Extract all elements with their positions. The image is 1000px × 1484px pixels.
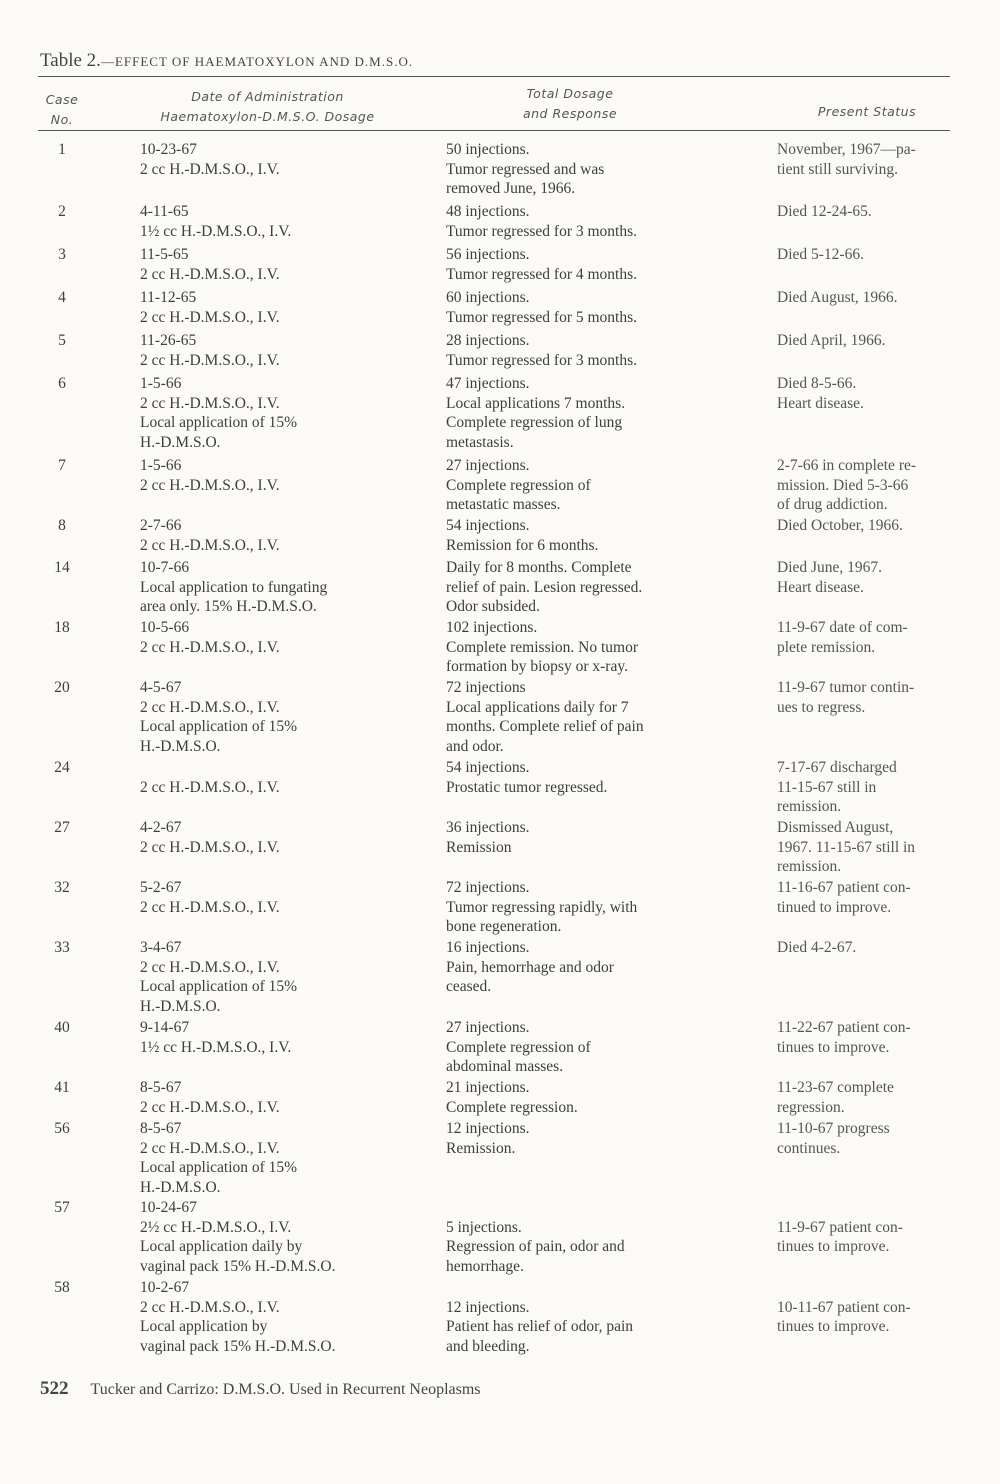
date-dosage-cell-line: 2½ cc H.-D.M.S.O., I.V. xyxy=(140,1218,292,1236)
dosage-response-cell xyxy=(446,938,756,997)
case-number xyxy=(30,516,94,536)
dosage-response-cell-line: Tumor regressed for 3 months. xyxy=(446,222,638,240)
dosage-response-cell-line: Patient has relief of odor, pain xyxy=(446,1318,634,1335)
present-status-cell-line: 11-9-67 date of com- xyxy=(777,619,908,636)
case-number-line: 41 xyxy=(54,1079,70,1096)
case-number xyxy=(30,456,94,476)
case-number xyxy=(30,1119,94,1139)
present-status-cell-line: 7-17-67 discharged xyxy=(777,759,897,776)
header-date-line: Haematoxylon-D.M.S.O. Dosage xyxy=(160,109,375,124)
dosage-response-cell-line: hemorrhage. xyxy=(446,1257,524,1275)
date-dosage-cell-line: 2 cc H.-D.M.S.O., I.V. xyxy=(140,265,280,283)
case-number-line: 6 xyxy=(58,375,66,392)
present-status-cell xyxy=(777,140,977,179)
header-dose xyxy=(480,84,660,124)
table-title xyxy=(40,50,413,72)
present-status-cell xyxy=(777,288,977,308)
case-number xyxy=(30,245,94,265)
dosage-response-cell-line: Regression of pain, odor and xyxy=(446,1238,625,1255)
date-dosage-cell-line: 2 cc H.-D.M.S.O., I.V. xyxy=(140,778,280,796)
date-dosage-cell xyxy=(140,331,420,370)
present-status-cell-line: of drug addiction. xyxy=(777,496,888,513)
case-number xyxy=(30,374,94,394)
present-status-cell xyxy=(777,245,977,265)
dosage-response-cell-line xyxy=(446,1278,756,1298)
date-dosage-cell-line: H.-D.M.S.O. xyxy=(140,737,221,755)
case-number-line: 14 xyxy=(54,559,70,576)
present-status-cell xyxy=(777,1278,977,1337)
date-dosage-cell-line: 10-2-67 xyxy=(140,1279,190,1296)
date-dosage-cell-line: 10-24-67 xyxy=(140,1199,197,1216)
case-number-line: 40 xyxy=(54,1019,70,1036)
table-caption: —EFFECT OF HAEMATOXYLON AND D.M.S.O. xyxy=(100,54,414,69)
date-dosage-cell-line: 2 cc H.-D.M.S.O., I.V. xyxy=(140,394,280,412)
date-dosage-cell-line: 11-26-65 xyxy=(140,332,197,349)
dosage-response-cell xyxy=(446,678,756,756)
date-dosage-cell xyxy=(140,878,420,917)
dosage-response-cell xyxy=(446,1018,756,1077)
case-number-line: 32 xyxy=(54,879,70,896)
present-status-cell-line: Died 5-12-66. xyxy=(777,246,864,263)
dosage-response-cell-line: 50 injections. xyxy=(446,141,530,158)
header-case-line: No. xyxy=(50,112,74,127)
header-rule xyxy=(38,130,950,131)
dosage-response-cell-line: 102 injections. xyxy=(446,619,538,636)
dosage-response-cell-line: 47 injections. xyxy=(446,375,530,392)
date-dosage-cell xyxy=(140,1278,420,1356)
present-status-cell-line: continues. xyxy=(777,1139,841,1157)
present-status-cell xyxy=(777,202,977,222)
present-status-cell xyxy=(777,1018,977,1057)
present-status-cell xyxy=(777,758,977,817)
present-status-cell-line: tinues to improve. xyxy=(777,1318,890,1335)
date-dosage-cell xyxy=(140,456,420,495)
case-number-line: 20 xyxy=(54,679,70,696)
dosage-response-cell-line: 12 injections. xyxy=(446,1298,530,1316)
date-dosage-cell xyxy=(140,1198,420,1276)
present-status-cell xyxy=(777,331,977,351)
dosage-response-cell xyxy=(446,1078,756,1117)
date-dosage-cell xyxy=(140,288,420,327)
present-status-cell-line: mission. Died 5-3-66 xyxy=(777,476,909,494)
date-dosage-cell-line: Local application of 15% xyxy=(140,1159,298,1176)
present-status-cell-line: regression. xyxy=(777,1098,845,1116)
dosage-response-cell-line: Prostatic tumor regressed. xyxy=(446,778,608,796)
dosage-response-cell-line: 21 injections. xyxy=(446,1079,530,1096)
case-number xyxy=(30,140,94,160)
present-status-cell xyxy=(777,1198,977,1257)
header-status xyxy=(777,102,957,122)
dosage-response-cell-line: 5 injections. xyxy=(446,1218,522,1236)
date-dosage-cell-line: 2 cc H.-D.M.S.O., I.V. xyxy=(140,1139,280,1157)
dosage-response-cell-line: Tumor regressed and was xyxy=(446,160,605,178)
present-status-cell-line: 11-16-67 patient con- xyxy=(777,879,911,896)
dosage-response-cell-line: Local applications 7 months. xyxy=(446,394,626,412)
present-status-cell-line: Died April, 1966. xyxy=(777,332,886,349)
present-status-cell-line: tinued to improve. xyxy=(777,898,892,916)
case-number-line: 7 xyxy=(58,457,66,474)
dosage-response-cell-line: Complete regression. xyxy=(446,1098,578,1116)
case-number-line: 3 xyxy=(58,246,66,263)
present-status-cell-line: remission. xyxy=(777,858,842,875)
dosage-response-cell-line: 12 injections. xyxy=(446,1120,530,1137)
present-status-cell-line: Died 8-5-66. xyxy=(777,375,857,392)
present-status-cell xyxy=(777,1078,977,1117)
date-dosage-cell-line: vaginal pack 15% H.-D.M.S.O. xyxy=(140,1337,336,1355)
date-dosage-cell-line: 2 cc H.-D.M.S.O., I.V. xyxy=(140,351,280,369)
dosage-response-cell-line xyxy=(446,1198,756,1218)
dosage-response-cell-line: formation by biopsy or x-ray. xyxy=(446,658,628,675)
date-dosage-cell-line: 2 cc H.-D.M.S.O., I.V. xyxy=(140,698,280,716)
dosage-response-cell-line: Complete regression of lung xyxy=(446,414,623,431)
dosage-response-cell-line: Tumor regressed for 4 months. xyxy=(446,265,638,283)
dosage-response-cell xyxy=(446,558,756,617)
present-status-cell-line xyxy=(777,1198,977,1218)
dosage-response-cell xyxy=(446,288,756,327)
dosage-response-cell xyxy=(446,245,756,284)
dosage-response-cell xyxy=(446,1278,756,1356)
date-dosage-cell-line: 3-4-67 xyxy=(140,939,182,956)
date-dosage-cell xyxy=(140,558,420,617)
present-status-cell-line: tient still surviving. xyxy=(777,160,898,178)
dosage-response-cell xyxy=(446,1119,756,1158)
case-number-line: 8 xyxy=(58,517,66,534)
date-dosage-cell-line: 2 cc H.-D.M.S.O., I.V. xyxy=(140,308,280,326)
case-number-line: 5 xyxy=(58,332,66,349)
date-dosage-cell-line: 4-5-67 xyxy=(140,679,182,696)
header-date-line: Date of Administration xyxy=(191,89,344,104)
case-number-line: 18 xyxy=(54,619,70,636)
case-number-line: 2 xyxy=(58,203,66,220)
running-title: Tucker and Carrizo: D.M.S.O. Used in Recurrent Neoplasms xyxy=(90,1381,481,1398)
dosage-response-cell-line: metastatic masses. xyxy=(446,496,561,513)
date-dosage-cell-line: 9-14-67 xyxy=(140,1019,190,1036)
dosage-response-cell-line: Complete remission. No tumor xyxy=(446,638,639,656)
dosage-response-cell-line: removed June, 1966. xyxy=(446,180,576,197)
date-dosage-cell-line: Local application of 15% xyxy=(140,978,298,995)
case-number-line: 24 xyxy=(54,759,70,776)
header-dose-line: Total Dosage xyxy=(526,86,614,101)
dosage-response-cell-line: metastasis. xyxy=(446,433,514,451)
dosage-response-cell xyxy=(446,374,756,452)
present-status-cell-line: 11-22-67 patient con- xyxy=(777,1019,911,1036)
present-status-cell-line: Heart disease. xyxy=(777,578,864,596)
date-dosage-cell-line: H.-D.M.S.O. xyxy=(140,997,221,1015)
present-status-cell xyxy=(777,878,977,917)
case-number-line: 58 xyxy=(54,1279,70,1296)
date-dosage-cell-line: 11-5-65 xyxy=(140,246,189,263)
dosage-response-cell-line: 27 injections. xyxy=(446,457,530,474)
date-dosage-cell-line: Local application of 15% xyxy=(140,718,298,735)
present-status-cell-line: remission. xyxy=(777,798,842,815)
header-dose-line: and Response xyxy=(522,106,618,121)
date-dosage-cell-line xyxy=(140,758,420,778)
case-number-line: 27 xyxy=(54,819,70,836)
present-status-cell-line: 1967. 11-15-67 still in xyxy=(777,838,916,856)
date-dosage-cell xyxy=(140,938,420,1016)
present-status-cell xyxy=(777,678,977,717)
date-dosage-cell-line: 10-5-66 xyxy=(140,619,190,636)
present-status-cell xyxy=(777,818,977,877)
dosage-response-cell xyxy=(446,516,756,555)
present-status-cell xyxy=(777,516,977,536)
case-number-line: 33 xyxy=(54,939,70,956)
dosage-response-cell-line: Local applications daily for 7 xyxy=(446,698,629,716)
date-dosage-cell-line: 11-12-65 xyxy=(140,289,197,306)
dosage-response-cell-line: 28 injections. xyxy=(446,332,530,349)
present-status-cell xyxy=(777,938,977,958)
case-number-line: 4 xyxy=(58,289,66,306)
date-dosage-cell xyxy=(140,140,420,179)
present-status-cell-line: Died August, 1966. xyxy=(777,289,898,306)
page-footer xyxy=(40,1378,481,1400)
date-dosage-cell-line: 4-2-67 xyxy=(140,819,182,836)
present-status-cell xyxy=(777,558,977,597)
dosage-response-cell-line: 72 injections. xyxy=(446,879,530,896)
case-number xyxy=(30,818,94,838)
dosage-response-cell xyxy=(446,456,756,515)
present-status-cell-line: 11-10-67 progress xyxy=(777,1120,890,1137)
case-number xyxy=(30,1078,94,1098)
present-status-cell-line: 10-11-67 patient con- xyxy=(777,1298,911,1316)
date-dosage-cell xyxy=(140,245,420,284)
date-dosage-cell-line: 10-23-67 xyxy=(140,141,197,158)
present-status-cell-line xyxy=(777,1278,977,1298)
dosage-response-cell xyxy=(446,331,756,370)
dosage-response-cell-line: Complete regression of xyxy=(446,476,591,494)
case-number xyxy=(30,878,94,898)
case-number xyxy=(30,1018,94,1038)
date-dosage-cell-line: 8-5-67 xyxy=(140,1120,182,1137)
present-status-cell-line: Died 4-2-67. xyxy=(777,939,857,956)
dosage-response-cell-line: 48 injections. xyxy=(446,203,530,220)
date-dosage-cell-line: 8-5-67 xyxy=(140,1079,182,1096)
present-status-cell-line: tinues to improve. xyxy=(777,1038,890,1056)
date-dosage-cell xyxy=(140,202,420,241)
present-status-cell-line: Heart disease. xyxy=(777,394,864,412)
dosage-response-cell-line: Tumor regressed for 3 months. xyxy=(446,351,638,369)
date-dosage-cell-line: H.-D.M.S.O. xyxy=(140,433,221,451)
dosage-response-cell xyxy=(446,202,756,241)
case-number xyxy=(30,758,94,778)
case-number-line: 56 xyxy=(54,1120,70,1137)
date-dosage-cell xyxy=(140,1018,420,1057)
dosage-response-cell-line: Odor subsided. xyxy=(446,598,540,615)
top-rule xyxy=(38,76,950,77)
present-status-cell-line: 11-15-67 still in xyxy=(777,778,877,796)
present-status-cell-line: 11-9-67 tumor contin- xyxy=(777,679,915,696)
dosage-response-cell-line: abdominal masses. xyxy=(446,1058,564,1075)
date-dosage-cell-line: 2 cc H.-D.M.S.O., I.V. xyxy=(140,476,280,494)
header-status-line: Present Status xyxy=(817,104,917,119)
case-number xyxy=(30,618,94,638)
dosage-response-cell-line: 16 injections. xyxy=(446,939,530,956)
date-dosage-cell xyxy=(140,1119,420,1197)
date-dosage-cell xyxy=(140,618,420,657)
date-dosage-cell-line: Local application to fungating xyxy=(140,578,328,596)
dosage-response-cell-line: Tumor regressing rapidly, with xyxy=(446,898,638,916)
present-status-cell-line: 11-23-67 complete xyxy=(777,1079,894,1096)
dosage-response-cell-line: months. Complete relief of pain xyxy=(446,718,644,735)
date-dosage-cell-line: 2 cc H.-D.M.S.O., I.V. xyxy=(140,838,280,856)
case-number-line: 1 xyxy=(58,141,66,158)
dosage-response-cell-line: 27 injections. xyxy=(446,1019,530,1036)
dosage-response-cell-line: relief of pain. Lesion regressed. xyxy=(446,578,643,596)
case-number xyxy=(30,1198,94,1218)
header-case xyxy=(30,90,94,130)
date-dosage-cell-line: 2 cc H.-D.M.S.O., I.V. xyxy=(140,1298,280,1316)
dosage-response-cell-line: Daily for 8 months. Complete xyxy=(446,559,632,576)
page-number: 522 xyxy=(40,1378,69,1399)
date-dosage-cell-line: Local application by xyxy=(140,1318,268,1335)
date-dosage-cell xyxy=(140,374,420,452)
dosage-response-cell xyxy=(446,758,756,797)
dosage-response-cell-line: 72 injections xyxy=(446,679,526,696)
present-status-cell-line: Died June, 1967. xyxy=(777,559,883,576)
date-dosage-cell-line: 5-2-67 xyxy=(140,879,182,896)
case-number xyxy=(30,331,94,351)
date-dosage-cell-line: 1½ cc H.-D.M.S.O., I.V. xyxy=(140,1038,292,1056)
present-status-cell-line: Dismissed August, xyxy=(777,819,894,836)
dosage-response-cell xyxy=(446,618,756,677)
date-dosage-cell xyxy=(140,516,420,555)
present-status-cell-line: ues to regress. xyxy=(777,698,866,716)
case-number xyxy=(30,938,94,958)
date-dosage-cell xyxy=(140,758,420,797)
date-dosage-cell-line: 2 cc H.-D.M.S.O., I.V. xyxy=(140,898,280,916)
dosage-response-cell-line: bone regeneration. xyxy=(446,918,562,935)
present-status-cell xyxy=(777,618,977,657)
dosage-response-cell-line: 60 injections. xyxy=(446,289,530,306)
dosage-response-cell-line: ceased. xyxy=(446,978,492,995)
table-label: Table 2. xyxy=(40,50,101,71)
dosage-response-cell-line: and bleeding. xyxy=(446,1337,530,1355)
present-status-cell-line: Died 12-24-65. xyxy=(777,203,872,220)
dosage-response-cell xyxy=(446,1198,756,1276)
case-number xyxy=(30,678,94,698)
date-dosage-cell-line: 4-11-65 xyxy=(140,203,189,220)
dosage-response-cell-line: 54 injections. xyxy=(446,517,530,534)
date-dosage-cell-line: 1-5-66 xyxy=(140,375,182,392)
present-status-cell xyxy=(777,374,977,413)
date-dosage-cell-line: H.-D.M.S.O. xyxy=(140,1178,221,1196)
date-dosage-cell-line: 2 cc H.-D.M.S.O., I.V. xyxy=(140,638,280,656)
dosage-response-cell xyxy=(446,878,756,937)
present-status-cell-line: 11-9-67 patient con- xyxy=(777,1218,903,1236)
present-status-cell xyxy=(777,1119,977,1158)
date-dosage-cell-line: 1½ cc H.-D.M.S.O., I.V. xyxy=(140,222,292,240)
date-dosage-cell-line: vaginal pack 15% H.-D.M.S.O. xyxy=(140,1257,336,1275)
dosage-response-cell-line: 54 injections. xyxy=(446,759,530,776)
header-case-line: Case xyxy=(45,92,79,107)
dosage-response-cell xyxy=(446,818,756,857)
dosage-response-cell-line: and odor. xyxy=(446,737,504,755)
present-status-cell-line: 2-7-66 in complete re- xyxy=(777,457,917,474)
date-dosage-cell-line: Local application of 15% xyxy=(140,414,298,431)
date-dosage-cell xyxy=(140,818,420,857)
dosage-response-cell-line: 36 injections. xyxy=(446,819,530,836)
dosage-response-cell-line: 56 injections. xyxy=(446,246,530,263)
date-dosage-cell-line: 2 cc H.-D.M.S.O., I.V. xyxy=(140,1098,280,1116)
case-number xyxy=(30,288,94,308)
present-status-cell-line: tinues to improve. xyxy=(777,1238,890,1255)
dosage-response-cell-line: Pain, hemorrhage and odor xyxy=(446,958,614,976)
present-status-cell-line: November, 1967—pa- xyxy=(777,141,916,158)
header-date xyxy=(130,87,405,127)
date-dosage-cell-line: 2-7-66 xyxy=(140,517,182,534)
dosage-response-cell-line: Complete regression of xyxy=(446,1038,591,1056)
date-dosage-cell-line: 2 cc H.-D.M.S.O., I.V. xyxy=(140,536,280,554)
case-number-line: 57 xyxy=(54,1199,70,1216)
present-status-cell-line: plete remission. xyxy=(777,638,876,656)
dosage-response-cell-line: Tumor regressed for 5 months. xyxy=(446,308,638,326)
case-number xyxy=(30,202,94,222)
present-status-cell-line: Died October, 1966. xyxy=(777,517,903,534)
case-number xyxy=(30,558,94,578)
dosage-response-cell xyxy=(446,140,756,199)
date-dosage-cell-line: 1-5-66 xyxy=(140,457,182,474)
dosage-response-cell-line: Remission. xyxy=(446,1139,516,1157)
date-dosage-cell-line: Local application daily by xyxy=(140,1238,303,1255)
date-dosage-cell-line: 2 cc H.-D.M.S.O., I.V. xyxy=(140,958,280,976)
present-status-cell xyxy=(777,456,977,515)
date-dosage-cell-line: area only. 15% H.-D.M.S.O. xyxy=(140,598,317,615)
date-dosage-cell xyxy=(140,678,420,756)
dosage-response-cell-line: Remission xyxy=(446,838,512,856)
date-dosage-cell-line: 2 cc H.-D.M.S.O., I.V. xyxy=(140,160,280,178)
date-dosage-cell-line: 10-7-66 xyxy=(140,559,190,576)
case-number xyxy=(30,1278,94,1298)
date-dosage-cell xyxy=(140,1078,420,1117)
dosage-response-cell-line: Remission for 6 months. xyxy=(446,536,599,554)
